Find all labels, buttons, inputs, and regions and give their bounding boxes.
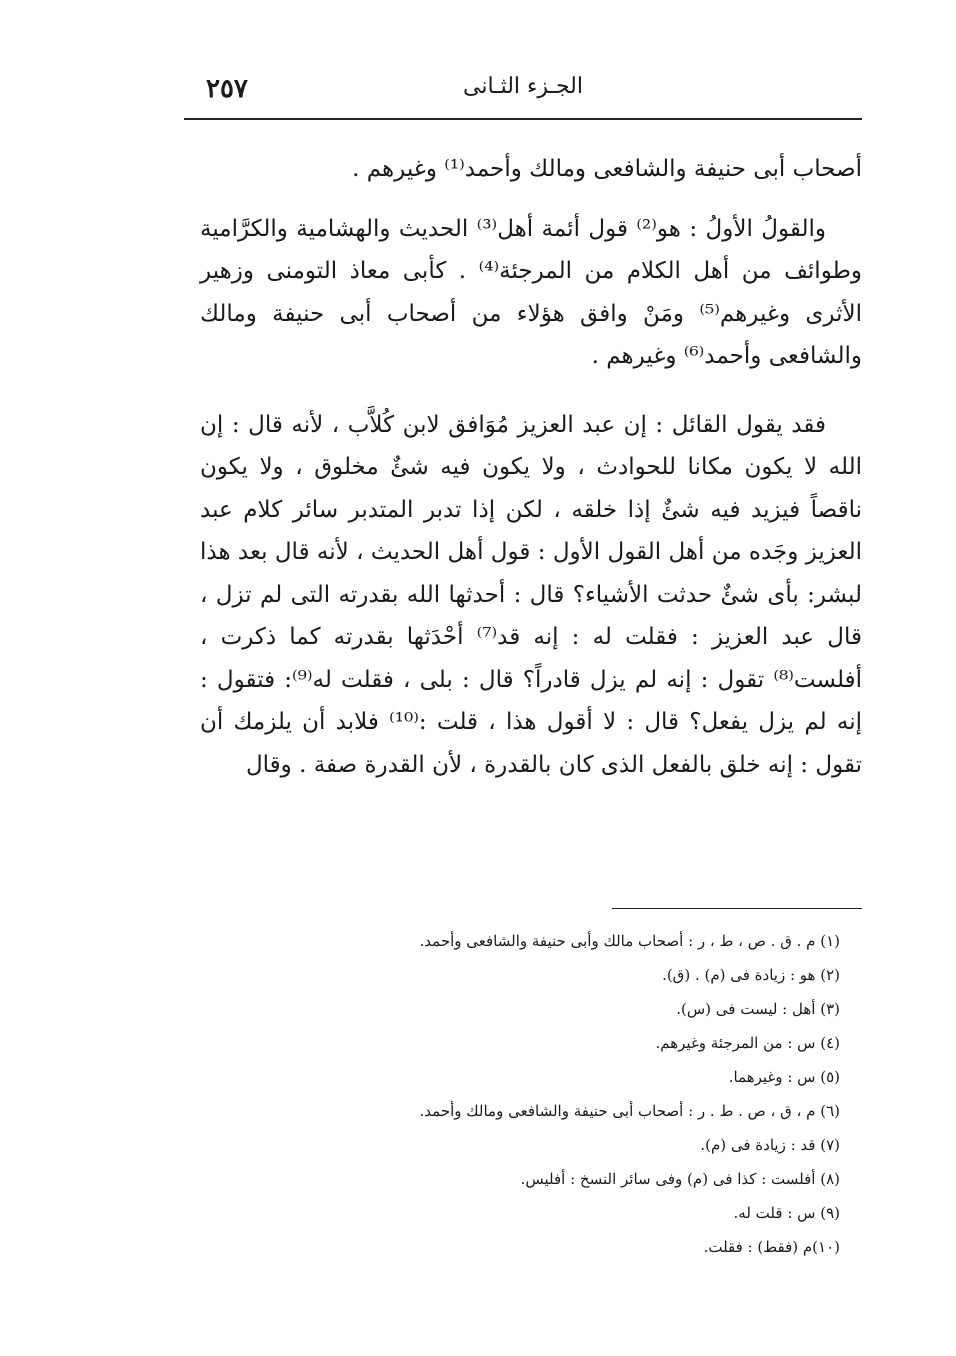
paragraph-3: فقد يقول القائل : إن عبد العزيز مُوَافق لابن كُلاَّب ، لأنه قال : إن الله لا يكون مكانا للحوادث ، ولا يكون فيه شئٌ مخلوق ، ولا يكون ناقصاً فيزيد فيه شئٌ إذا خلقه ، لكن إذا تدبر المتدبر سائر كلام عبد العزيز وجَده من أهل القول الأول : قول أهل الحديث ، لأنه قال بعد هذا لبشر: بأى شئٌ حدثت الأشياء؟ قال : أحدثها الله بقدرته التى لم تزل ، قال عبد العزيز : فقلت له : إنه قد⁽⁷⁾ أحْدَثها بقدرته كما ذكرت ، أفلست⁽⁸⁾ تقول : إنه لم يزل قادراً؟ قال : بلى ، فقلت له⁽⁹⁾: فتقول : إنه لم يزل يفعل؟ قال : لا أقول هذا ، قلت :⁽¹⁰⁾ فلابد أن يلزمك أن تقول : إنه خلق بالفعل الذى كان بالقدرة ، لأن القدرة صفة . وقال [200, 411, 862, 778]
footnote-8: (٨) أفلست : كذا فى (م) وفى سائر النسخ : أفليس. [520, 1170, 840, 1188]
footnote-10: (١٠)م (فقط) : فقلت. [703, 1238, 840, 1256]
footnotes [200, 924, 840, 1264]
footnote-9: (٩) س : قلت له. [733, 1204, 840, 1222]
footnote-4: (٤) س : من المرجئة وغيرهم. [655, 1034, 840, 1052]
footnote-2: (٢) هو : زيادة فى (م) . (ق). [662, 966, 840, 984]
running-title: الجـزء الثـانى [462, 74, 583, 99]
paragraph-1: أصحاب أبى حنيفة والشافعى ومالك وأحمد⁽¹⁾ وغيرهم . [352, 156, 862, 182]
footnote-5: (٥) س : وغيرهما. [728, 1068, 840, 1086]
page-header [184, 68, 862, 112]
footnote-1: (١) م . ق . ص ، ط ، ر : أصحاب مالك وأبى حنيفة والشافعى وأحمد. [419, 932, 840, 950]
footnote-3: (٣) أهل : ليست فى (س). [676, 1000, 840, 1018]
page-number: ٢٥٧ [206, 74, 248, 104]
header-rule [184, 118, 862, 120]
footnote-7: (٧) قد : زيادة فى (م). [700, 1136, 840, 1154]
footnote-6: (٦) م ، ق ، ص . ط . ر : أصحاب أبى حنيفة والشافعى ومالك وأحمد. [419, 1102, 840, 1120]
body-text [200, 148, 862, 786]
paragraph-2: والقولُ الأولُ : هو⁽²⁾ قول أئمة أهل⁽³⁾ الحديث والهشامية والكرَّامية وطوائف من أهل الكلام من المرجئة⁽⁴⁾ . كأبى معاذ التومنى وزهير الأثرى وغيرهم⁽⁵⁾ ومَنْ وافق هؤلاء من أصحاب أبى حنيفة ومالك والشافعى وأحمد⁽⁶⁾ وغيرهم . [200, 215, 863, 369]
footnote-separator [612, 908, 862, 909]
